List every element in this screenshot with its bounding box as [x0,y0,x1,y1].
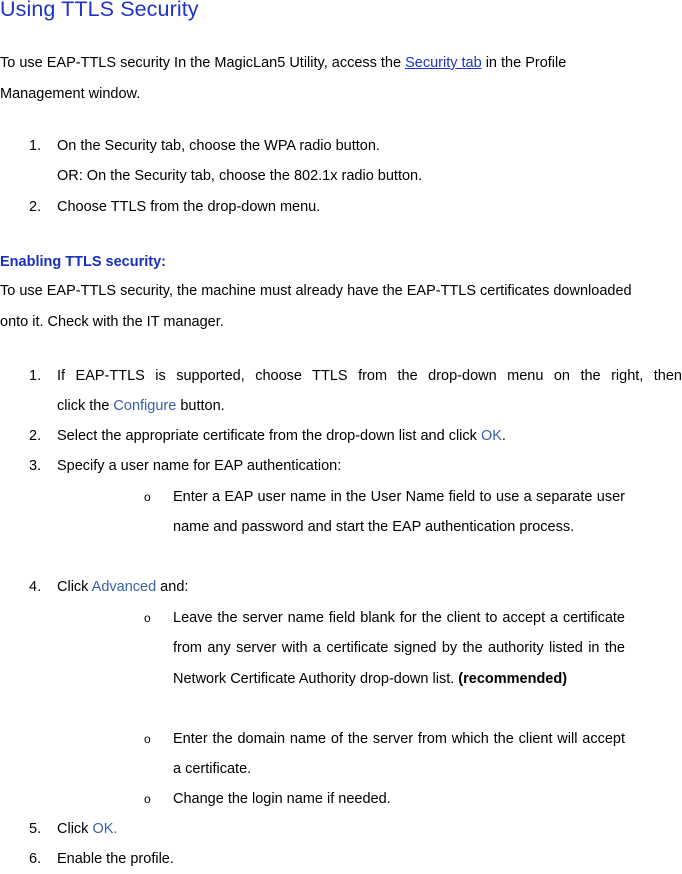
step-number: 1. [29,368,42,384]
intro-paragraph [0,48,652,109]
requirements-paragraph: To use EAP-TTLS security, the machine must already have the EAP-TTLS certificates downloaded onto it. Check with the IT manager. [0,283,632,330]
configure-label: Configure [113,398,177,414]
step-text-after: . [501,428,506,444]
intro-text-before: To use EAP-TTLS security In the MagicLan5 Utility, access the [0,55,406,71]
step-text-continued [57,391,682,421]
step-number: 4. [29,579,42,595]
bullet-text: Enter a EAP user name in the User Name field to use a separate user name and password and start the EAP authentication process. [173,489,625,536]
step-text: Choose TTLS from the drop-down menu. [57,199,321,215]
step-text-after: button. [176,398,225,414]
step-text [57,572,682,602]
section-subheading: Enabling TTLS security: [0,254,166,270]
security-tab-link[interactable]: Security tab [405,55,482,71]
step-text-alt: OR: On the Security tab, choose the 802.1x radio button. [57,168,423,184]
step-text-before: click the [57,398,114,414]
bullet-text [173,603,625,694]
step-text-before: Click [57,821,93,837]
bullet-text-main: Leave the server name field blank for the client to accept a certificate from any server with a certificate signed by the authority listed in the Network Certificate Authority drop-down list. [173,610,625,687]
step-number: 6. [29,851,42,867]
bullet-text: Change the login name if needed. [173,791,391,807]
intro-text-after: in the Profile Management window. [0,55,567,102]
bullet-marker: o [144,490,151,504]
bullet-marker: o [144,732,151,746]
step-text-before: Select the appropriate certificate from the drop-down list and click [57,428,481,444]
step-number: 3. [29,458,42,474]
bullet-text: Enter the domain name of the server from which the client will accept a certificate. [173,731,625,778]
step-text-after: and: [156,579,189,595]
bullet-marker: o [144,792,151,806]
step-text: On the Security tab, choose the WPA radio button. [57,138,380,154]
ok-label: OK [480,428,502,444]
recommended-note: (recommended) [458,670,568,687]
step-text: Enable the profile. [57,851,174,867]
step-text [57,421,682,451]
step-number: 1. [29,138,42,154]
page-title: Using TTLS Security [0,0,199,21]
ok-label: OK. [92,821,118,837]
step-number: 2. [29,428,42,444]
advanced-label: Advanced [91,579,157,595]
step-number: 2. [29,199,42,215]
step-text-before: Click [57,579,92,595]
step-text: Specify a user name for EAP authentication: [57,458,342,474]
step-text: If EAP-TTLS is supported, choose TTLS from the drop-down menu on the right, then [57,368,682,384]
bullet-marker: o [144,611,151,625]
step-text [57,814,682,844]
step-number: 5. [29,821,42,837]
